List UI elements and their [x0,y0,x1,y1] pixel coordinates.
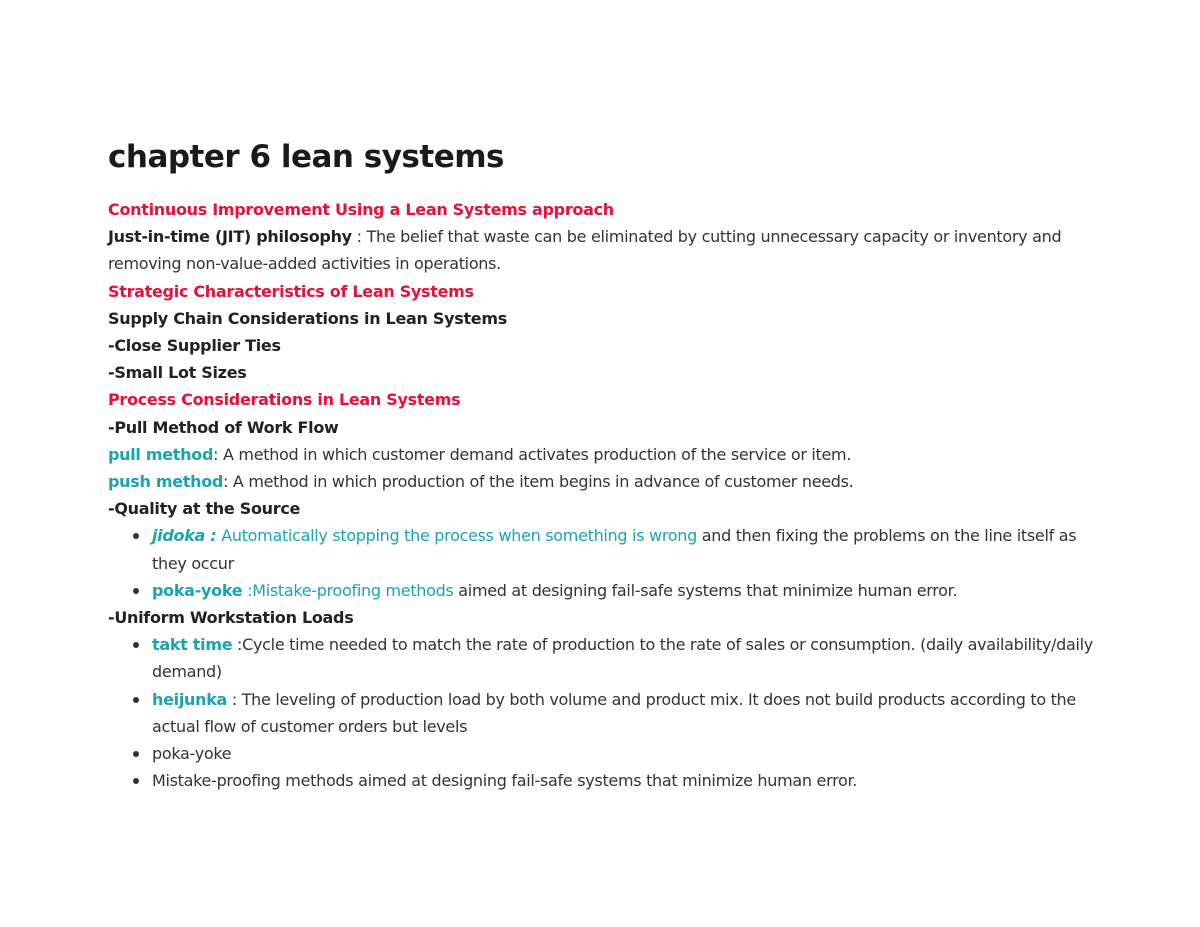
push-method-definition [108,468,1108,495]
list-item-poka-yoke-plain [152,740,1108,767]
jidoka-rest-text: and then fixing the problems on the line itself as they occur [152,526,1077,573]
heijunka-text: : The leveling of production load by both volume and product mix. It does not build products according to the actual flow of customer orders but levels [152,689,1076,736]
document-page [108,138,1108,794]
quality-bullet-list [108,522,1108,604]
bullet-dot-icon [133,697,139,703]
heading-strategic-characteristics: Strategic Characteristics of Lean Systems [108,281,474,301]
list-item-poka-yoke [152,577,1108,604]
close-supplier-ties: -Close Supplier Ties [108,336,281,356]
heading-continuous-improvement: Continuous Improvement Using a Lean Systems approach [108,200,614,219]
pull-method-text: : A method in which customer demand activates production of the service or item. [213,444,852,464]
poka-yoke-term: poka-yoke [152,580,243,600]
uniform-bullet-list [108,631,1108,794]
uniform-workstation-loads: -Uniform Workstation Loads [108,608,354,628]
push-method-term: push method [108,472,224,492]
mistake-proofing-text: Mistake-proofing methods aimed at designing fail-safe systems that minimize human error. [152,771,858,791]
bullet-dot-icon [133,751,139,757]
poka-yoke-teal-text: :Mistake-proofing methods [242,580,454,600]
quality-at-source: -Quality at the Source [108,499,301,519]
list-item-takt-time [152,631,1108,685]
push-method-text: : A method in which production of the item begins in advance of customer needs. [223,472,854,492]
heijunka-term: heijunka [152,689,228,709]
jidoka-teal-text: Automatically stopping the process when something is wrong [216,526,697,546]
bullet-dot-icon [133,778,139,784]
poka-yoke-rest-text: aimed at designing fail-safe systems that minimize human error. [453,580,958,600]
supply-chain-heading: Supply Chain Considerations in Lean Systems [108,308,507,328]
jit-def-text: : The belief that waste can be eliminated by cutting unnecessary capacity or inventory and removing non-value-added activities in operations. [108,227,1062,274]
poka-yoke-plain-text: poka-yoke [152,744,232,764]
pull-method-definition [108,441,1108,468]
jit-term: Just-in-time (JIT) philosophy [108,227,352,247]
takt-time-term: takt time [152,635,233,655]
jidoka-term: jidoka : [152,526,217,546]
page-title: chapter 6 lean systems [108,139,504,175]
list-item-mistake-proofing [152,767,1108,794]
bullet-dot-icon [133,642,139,648]
pull-method-term: pull method [108,444,214,464]
pull-method-work-flow: -Pull Method of Work Flow [108,417,339,437]
list-item-heijunka [152,686,1108,740]
list-item-jidoka [152,522,1108,576]
takt-time-text: :Cycle time needed to match the rate of production to the rate of sales or consumption. (daily availability/daily demand) [152,635,1093,682]
small-lot-sizes: -Small Lot Sizes [108,363,247,383]
jit-definition [108,223,1108,277]
bullet-dot-icon [133,533,139,539]
heading-process-considerations: Process Considerations in Lean Systems [108,390,461,410]
bullet-dot-icon [133,588,139,594]
